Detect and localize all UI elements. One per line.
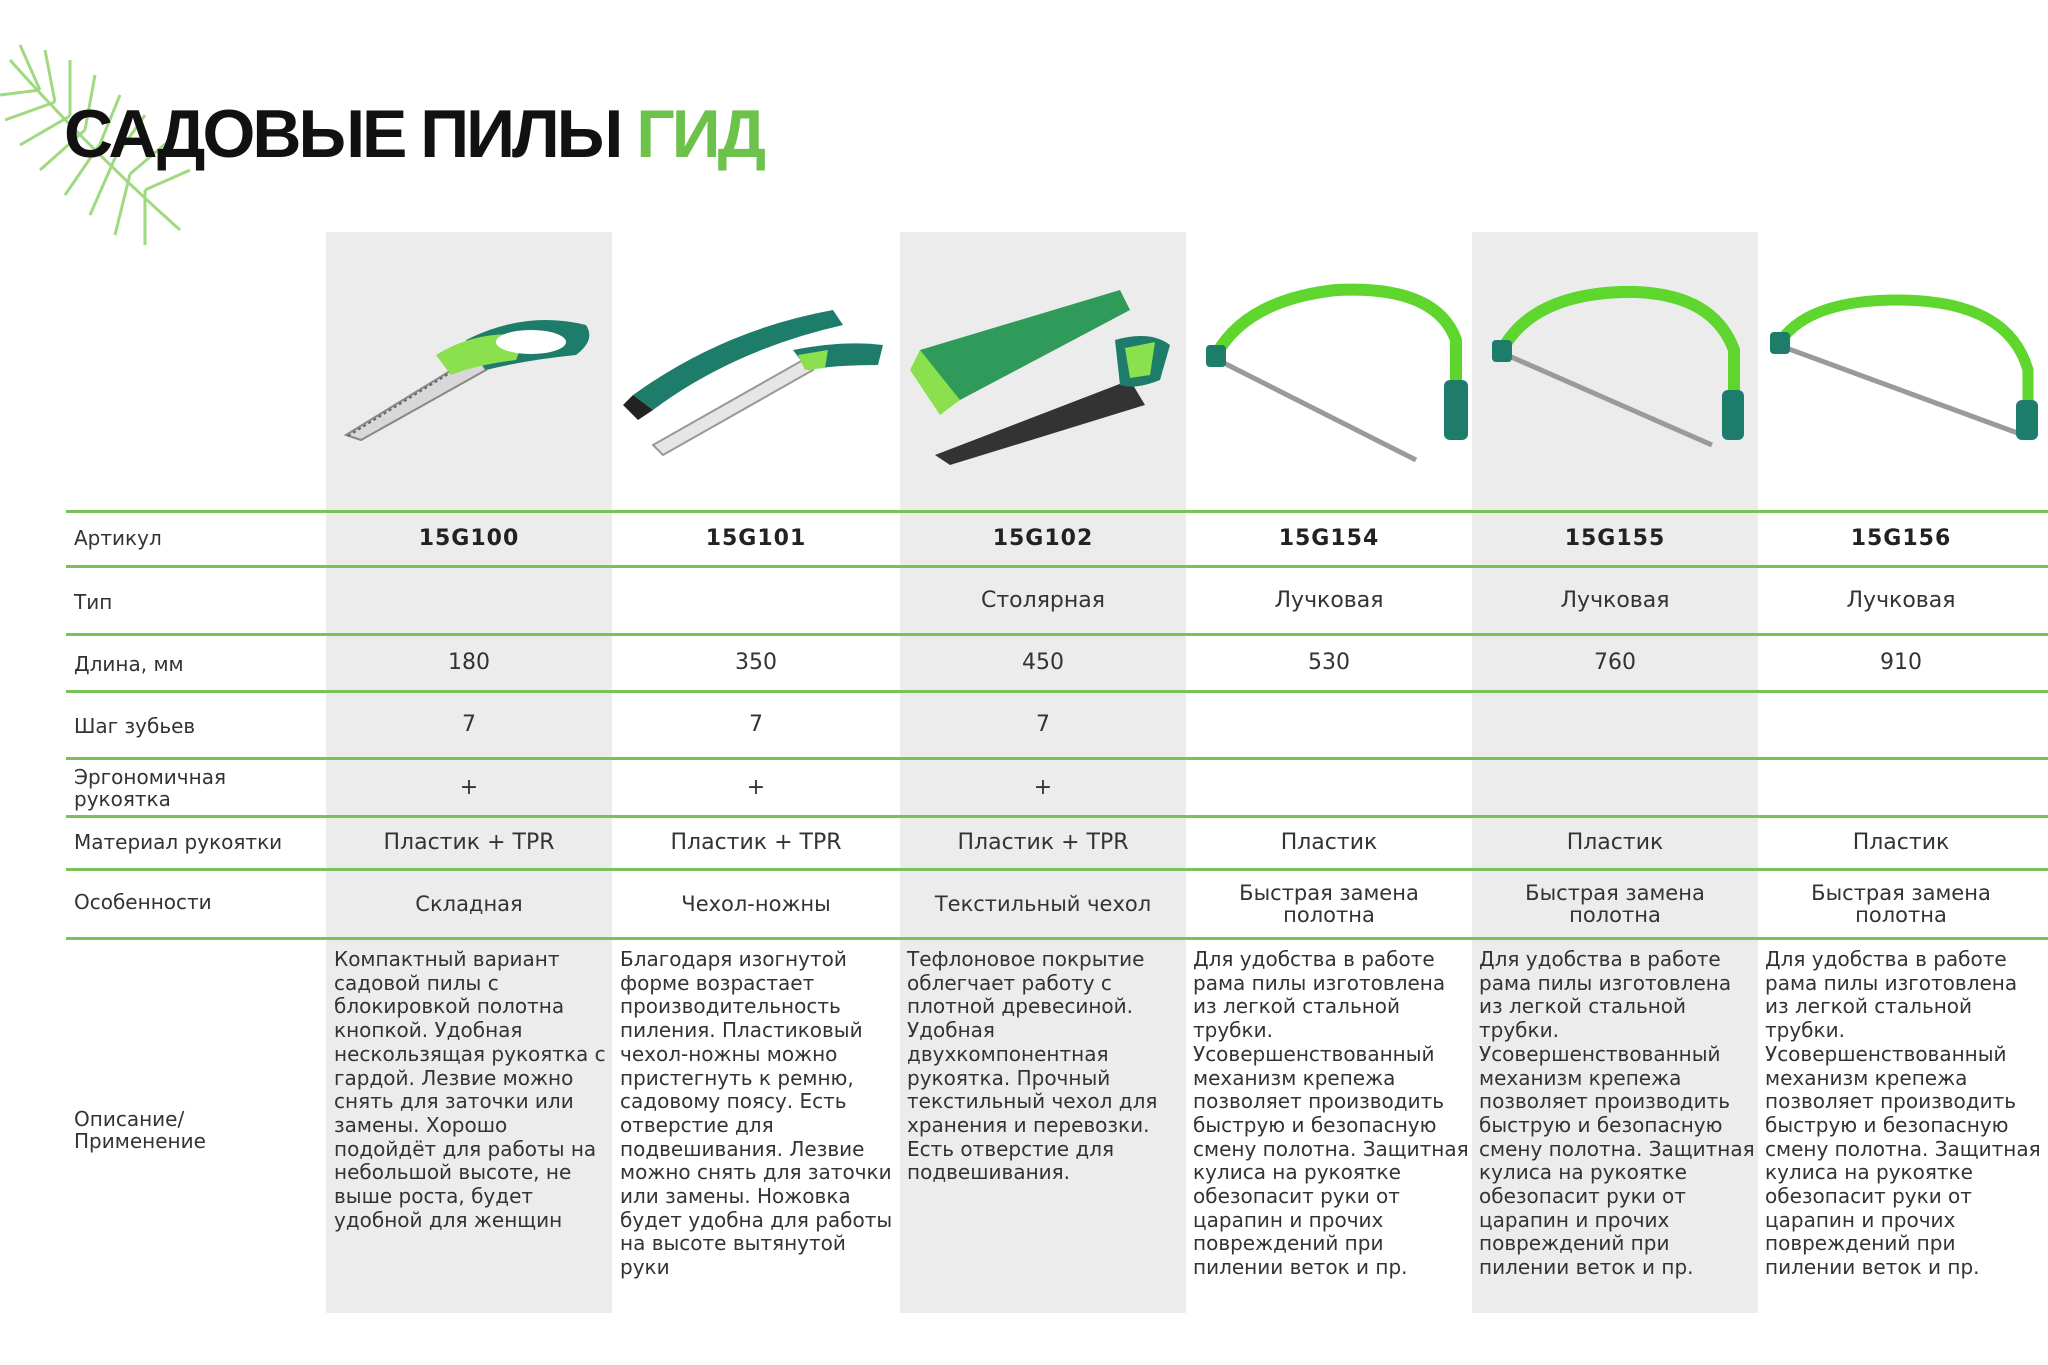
description-cell: Для удобства в работе рама пилы изготовлена из легкой стальной трубки. Усовершенствованный механизм крепежа позволяет производить быструю и безопасную смену полотна. Защитная кулиса на рукоятке обезопасит руки от царапин и прочих повреждений при пилении веток и пр. [1193,947,1469,1280]
article-cell: 15G100 [418,526,520,551]
ergonomic-cell: + [459,774,479,800]
article-cell: 15G155 [1564,526,1666,551]
product-image-15G155 [1472,270,1758,470]
length-cell: 530 [1308,650,1350,675]
article-cell: 15G154 [1278,526,1380,551]
handle-material-cell: Пластик + TPR [670,830,842,855]
product-image-15G154 [1186,270,1472,470]
description-cell: Для удобства в работе рама пилы изготовлена из легкой стальной трубки. Усовершенствованный механизм крепежа позволяет производить быструю и безопасную смену полотна. Защитная кулиса на рукоятке обезопасит руки от царапин и прочих повреждений при пилении веток и пр. [1765,947,2041,1280]
row-divider [66,937,2048,940]
handle-material-cell: Пластик [1280,830,1378,855]
teeth-cell: 7 [1036,712,1050,737]
teeth-cell: 7 [749,712,763,737]
row-label-teeth: Шаг зубьев [74,714,196,738]
description-cell: Компактный вариант садовой пилы с блокировкой полотна кнопкой. Удобная нескользящая рукоятка с гардой. Лезвие можно снять для заточки или замены. Хорошо подойдёт для работы на небольшой высоте, не выше роста, будет удобной для женщин [334,947,606,1232]
type-cell: Столярная [981,587,1105,613]
title-main: САДОВЫЕ ПИЛЫ [64,96,621,172]
features-cell: Складная [415,892,523,916]
ergonomic-cell [1758,760,2044,815]
hand-saw-with-cover-image [900,270,1186,470]
row-label-handle-material: Материал рукоятки [74,830,283,854]
features-cell: Чехол-ножны [681,892,831,916]
product-image-15G101 [613,270,899,470]
handle-material-cell: Пластик [1566,830,1664,855]
folding-saw-image [326,270,612,470]
features-cell: Текстильный чехол [934,892,1152,916]
pruning-saw-with-sheath-image [613,270,899,470]
type-cell [613,568,899,633]
teeth-cell [1758,693,2044,757]
teeth-cell: 7 [462,712,476,737]
product-image-15G102 [900,270,1186,470]
row-label-length: Длина, мм [74,652,184,676]
type-cell: Лучковая [1846,587,1956,613]
length-cell: 910 [1880,650,1922,675]
bow-saw-image [1472,270,1758,470]
features-cell: Быстрая замена полотна [1239,881,1419,927]
features-cell: Быстрая замена полотна [1811,881,1991,927]
description-cell: Благодаря изогнутой форме возрастает производительность пиления. Пластиковый чехол-ножны можно пристегнуть к ремню, садовому поясу. Есть отверстие для подвешивания. Лезвие можно снять для заточки или замены. Ножовка будет удобна для работы на высоте вытянутой руки [620,947,893,1280]
article-cell: 15G156 [1850,526,1952,551]
article-cell: 15G102 [992,526,1094,551]
title-accent: ГИД [636,96,764,172]
type-cell [326,568,612,633]
handle-material-cell: Пластик + TPR [383,830,555,855]
length-cell: 350 [735,650,777,675]
teeth-cell [1186,693,1472,757]
row-label-description: Описание/ Применение [74,1107,206,1153]
product-image-15G156 [1758,270,2044,470]
type-cell: Лучковая [1274,587,1384,613]
row-label-ergonomic: Эргономичная рукоятка [74,765,226,811]
page-title [64,96,764,172]
ergonomic-cell: + [1033,774,1053,800]
row-label-type: Тип [74,590,113,614]
teeth-cell [1472,693,1758,757]
bow-saw-image [1186,270,1472,470]
handle-material-cell: Пластик + TPR [957,830,1129,855]
description-cell: Тефлоновое покрытие облегчает работу с плотной древесиной. Удобная двухкомпонентная рукоятка. Прочный текстильный чехол для хранения и перевозки. Есть отверстие для подвешивания. [907,947,1158,1185]
ergonomic-cell [1472,760,1758,815]
ergonomic-cell: + [746,774,766,800]
ergonomic-cell [1186,760,1472,815]
features-cell: Быстрая замена полотна [1525,881,1705,927]
product-image-15G100 [326,270,612,470]
type-cell: Лучковая [1560,587,1670,613]
length-cell: 180 [448,650,490,675]
handle-material-cell: Пластик [1852,830,1950,855]
length-cell: 450 [1022,650,1064,675]
length-cell: 760 [1594,650,1636,675]
row-label-article: Артикул [74,526,162,550]
row-label-features: Особенности [74,890,212,914]
bow-saw-image [1758,270,2044,470]
article-cell: 15G101 [705,526,807,551]
description-cell: Для удобства в работе рама пилы изготовлена из легкой стальной трубки. Усовершенствованный механизм крепежа позволяет производить быструю и безопасную смену полотна. Защитная кулиса на рукоятке обезопасит руки от царапин и прочих повреждений при пилении веток и пр. [1479,947,1755,1280]
